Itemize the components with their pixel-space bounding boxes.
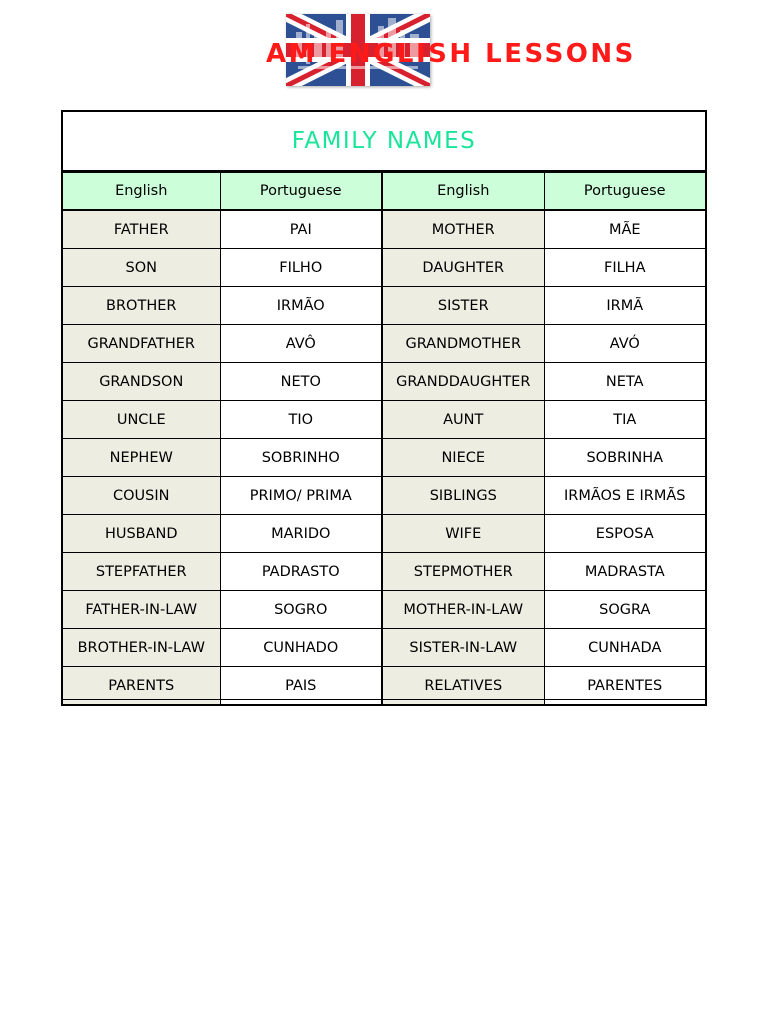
portuguese-term-cell: SOGRA xyxy=(544,591,705,629)
table-row xyxy=(63,401,705,439)
portuguese-term-cell: NETO xyxy=(220,363,382,401)
portuguese-term-cell: ESPOSA xyxy=(544,515,705,553)
english-term-cell: STEPFATHER xyxy=(63,553,220,591)
portuguese-term-cell: AVÔ xyxy=(220,325,382,363)
portuguese-term-cell: SOGRO xyxy=(220,591,382,629)
col-header-english-1: English xyxy=(63,173,220,211)
english-term-cell: SON xyxy=(63,249,220,287)
portuguese-term-cell: FILHO xyxy=(220,249,382,287)
portuguese-term-cell: IRMÃOS E IRMÃS xyxy=(544,477,705,515)
english-term-cell: GRANDFATHER xyxy=(63,325,220,363)
col-header-portuguese-1: Portuguese xyxy=(220,173,382,211)
english-term-cell: WIFE xyxy=(382,515,544,553)
portuguese-term-cell: NETA xyxy=(544,363,705,401)
english-term-cell: FATHER-IN-LAW xyxy=(63,591,220,629)
english-term-cell: GRANDSON xyxy=(63,363,220,401)
english-term-cell: PARENTS xyxy=(63,667,220,705)
table-row xyxy=(63,249,705,287)
portuguese-term-cell: PARENTES xyxy=(544,667,705,705)
vocabulary-grid xyxy=(63,172,705,705)
portuguese-term-cell: SOBRINHA xyxy=(544,439,705,477)
portuguese-term-cell: AVÓ xyxy=(544,325,705,363)
portuguese-term-cell: MÃE xyxy=(544,210,705,249)
portuguese-term-cell: FILHA xyxy=(544,249,705,287)
english-term-cell: MOTHER xyxy=(382,210,544,249)
col-header-english-2: English xyxy=(382,173,544,211)
table-row xyxy=(63,439,705,477)
portuguese-term-cell: PAIS xyxy=(220,667,382,705)
english-term-cell: FATHER xyxy=(63,210,220,249)
portuguese-term-cell: IRMÃ xyxy=(544,287,705,325)
english-term-cell: BROTHER xyxy=(63,287,220,325)
english-term-cell: BROTHER-IN-LAW xyxy=(63,629,220,667)
table-title: FAMILY NAMES xyxy=(63,112,705,172)
brand-title: AM ENGLISH LESSONS xyxy=(266,39,636,69)
portuguese-term-cell: IRMÃO xyxy=(220,287,382,325)
portuguese-term-cell: PRIMO/ PRIMA xyxy=(220,477,382,515)
english-term-cell: GRANDMOTHER xyxy=(382,325,544,363)
table-body xyxy=(63,210,705,705)
table-row xyxy=(63,363,705,401)
english-term-cell: COUSIN xyxy=(63,477,220,515)
english-term-cell: MOTHER-IN-LAW xyxy=(382,591,544,629)
english-term-cell: SISTER xyxy=(382,287,544,325)
english-term-cell: SIBLINGS xyxy=(382,477,544,515)
table-row xyxy=(63,477,705,515)
portuguese-term-cell: CUNHADA xyxy=(544,629,705,667)
portuguese-term-cell: PAI xyxy=(220,210,382,249)
english-term-cell: NEPHEW xyxy=(63,439,220,477)
english-term-cell: DAUGHTER xyxy=(382,249,544,287)
portuguese-term-cell: CUNHADO xyxy=(220,629,382,667)
english-term-cell: GRANDDAUGHTER xyxy=(382,363,544,401)
table-row xyxy=(63,553,705,591)
english-term-cell: SISTER-IN-LAW xyxy=(382,629,544,667)
portuguese-term-cell: MADRASTA xyxy=(544,553,705,591)
portuguese-term-cell: TIA xyxy=(544,401,705,439)
table-row xyxy=(63,287,705,325)
english-term-cell: NIECE xyxy=(382,439,544,477)
table-row xyxy=(63,515,705,553)
family-names-table xyxy=(61,110,707,706)
col-header-portuguese-2: Portuguese xyxy=(544,173,705,211)
english-term-cell: AUNT xyxy=(382,401,544,439)
english-term-cell: UNCLE xyxy=(63,401,220,439)
table-row xyxy=(63,591,705,629)
portuguese-term-cell: TIO xyxy=(220,401,382,439)
table-bottom-rule xyxy=(61,699,707,700)
table-row xyxy=(63,629,705,667)
english-term-cell: RELATIVES xyxy=(382,667,544,705)
column-headers xyxy=(63,173,705,211)
page-header xyxy=(0,0,768,100)
table-row xyxy=(63,210,705,249)
english-term-cell: HUSBAND xyxy=(63,515,220,553)
portuguese-term-cell: MARIDO xyxy=(220,515,382,553)
portuguese-term-cell: SOBRINHO xyxy=(220,439,382,477)
table-row xyxy=(63,325,705,363)
english-term-cell: STEPMOTHER xyxy=(382,553,544,591)
portuguese-term-cell: PADRASTO xyxy=(220,553,382,591)
